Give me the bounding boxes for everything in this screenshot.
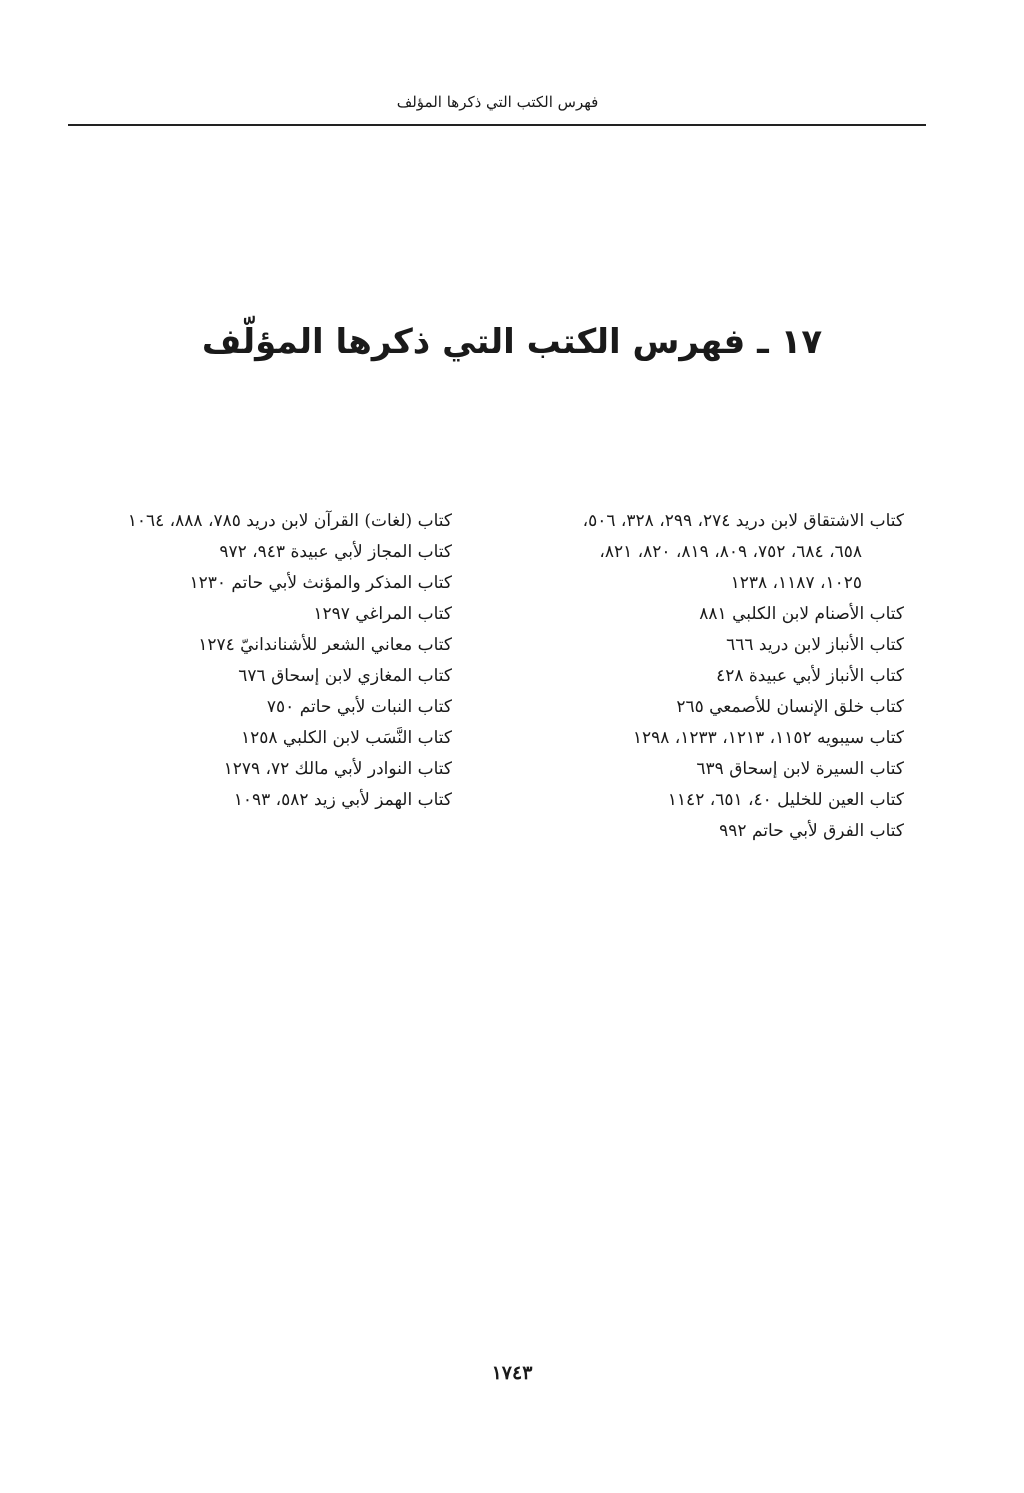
index-entry: كتاب العين للخليل ٤٠، ٦٥١، ١١٤٢ — [667, 790, 904, 810]
index-column-right — [509, 506, 904, 847]
index-entry: كتاب المذكر والمؤنث لأبي حاتم ١٢٣٠ — [189, 573, 452, 593]
chapter-title: ١٧ ـ فهرس الكتب التي ذكرها المؤلّف — [201, 322, 823, 362]
entry-continuation: ٦٥٨، ٦٨٤، ٧٥٢، ٨٠٩، ٨١٩، ٨٢٠، ٨٢١، — [599, 542, 862, 562]
entry-continuation: ١٠٢٥، ١١٨٧، ١٢٣٨ — [730, 573, 862, 593]
index-entry: كتاب المغازي لابن إسحاق ٦٧٦ — [238, 666, 452, 686]
index-entry: كتاب معاني الشعر للأشناندانيّ ١٢٧٤ — [198, 635, 452, 655]
index-entry: كتاب الهمز لأبي زيد ٥٨٢، ١٠٩٣ — [233, 790, 452, 810]
entry-line: كتاب الاشتقاق لابن دريد ٢٧٤، ٢٩٩، ٣٢٨، ٥٠٦، — [582, 511, 904, 531]
index-entry: كتاب الأنباز لأبي عبيدة ٤٢٨ — [716, 666, 904, 686]
index-entry: كتاب النبات لأبي حاتم ٧٥٠ — [266, 697, 452, 717]
index-entry: كتاب الفرق لأبي حاتم ٩٩٢ — [719, 821, 904, 841]
index-entry: كتاب الأصنام لابن الكلبي ٨٨١ — [699, 604, 904, 624]
index-entry: كتاب (لغات) القرآن لابن دريد ٧٨٥، ٨٨٨، ١٠٦٤ — [127, 511, 452, 531]
index-entry: كتاب السيرة لابن إسحاق ٦٣٩ — [696, 759, 904, 779]
index-entry — [509, 506, 904, 599]
index-entry: كتاب المجاز لأبي عبيدة ٩٤٣، ٩٧٢ — [219, 542, 452, 562]
header-rule — [68, 124, 926, 126]
index-entry: كتاب الأنباز لابن دريد ٦٦٦ — [726, 635, 904, 655]
running-head: فهرس الكتب التي ذكرها المؤلف — [396, 93, 599, 111]
index-entry: كتاب المراغي ١٢٩٧ — [313, 604, 452, 624]
index-entry: كتاب النوادر لأبي مالك ٧٢، ١٢٧٩ — [223, 759, 452, 779]
page-number: ١٧٤٣ — [491, 1362, 533, 1384]
index-entry: كتاب سيبويه ١١٥٢، ١٢١٣، ١٢٣٣، ١٢٩٨ — [632, 728, 904, 748]
index-entry: كتاب خلق الإنسان للأصمعي ٢٦٥ — [676, 697, 904, 717]
index-column-left — [62, 506, 452, 816]
index-entry: كتاب النَّسَب لابن الكلبي ١٢٥٨ — [240, 728, 452, 748]
